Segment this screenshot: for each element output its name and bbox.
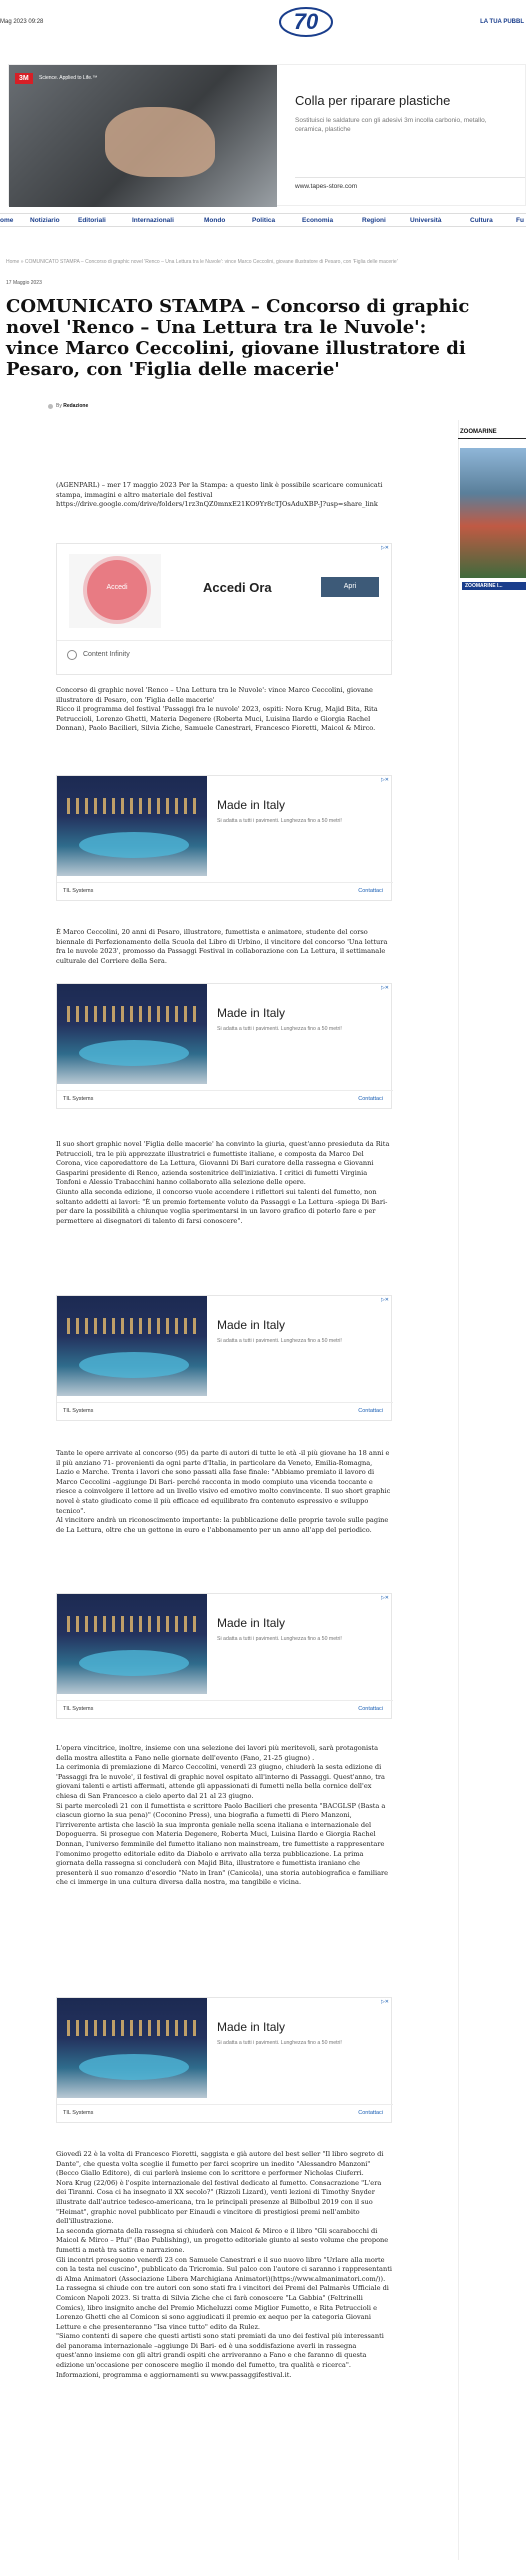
nav-item-fumetti[interactable]: Fu [516,217,524,224]
nav-item-economia[interactable]: Economia [302,217,334,224]
ad-description: Si adatta a tutti i pavimenti. Lunghezza fino a 50 metri! [217,818,342,824]
ad-photo [57,1594,207,1694]
nav-item-home[interactable]: ome [0,217,14,224]
top-bar [0,0,526,46]
nav-item-cultura[interactable]: Cultura [470,217,493,224]
logo-text: 70 [293,9,319,34]
article-paragraph-6: L'opera vincitrice, inoltre, insieme con una selezione dei lavori più meritevoli, sarà protagonista della mostra allestita a Fano nelle giornate dell'evento (Fano, 21-25 giugno) . La cerimonia di premiazione di Marco Ceccolini, venerdì 23 giugno, chiuderà la sesta edizione di 'Passaggi fra le nuvole', il festival di graphic novel ospitato all'interno di Passaggi. Quest'anno, tra giovani talenti e artisti affermati, attende gli appassionati di fumetti nella bella cornice dell'ex chiesa di San Francesco a cielo aperto dal 21 al 23 giugno. Si parte mercoledì 21 con il fumettista e scrittore Paolo Bacilieri che presenta "BACGLSP (Basta a ciascun giorno la sua pena)" (Coconino Press), una biografia a fumetti di Piero Manzoni, l'irriverente artista che lasciò la sua impronta geniale nella scena italiana e internazionale del Dopoguerra. Si prosegue con Materia Degenere, Roberta Muci, Luisina Ilardo e Giorgia Rachel Donnan, l'universo femminile del fumetto italiano non mainstream, tre fumettiste a rappresentare l'omonimo progetto editoriale edito da Diabolo e arrivato alla terza pubblicazione. La prima giornata della rassegna si concluderà con Majid Bita, illustratore e fumettista iraniano che presenterà il suo romanzo d'esordio "Nato in Iran" (Canicola), una storia autobiografica e familiare che ci immerge in una cultura diversa dalla nostra, ma tangibile e vicina. [56,1744,389,1887]
ad-description: Sostituisci le saldature con gli adesivi 3m incolla carbonio, metallo, ceramica, plastiche [295,117,487,133]
italy-ad-4[interactable] [56,1593,392,1719]
contattaci-button[interactable]: Contattaci [358,1096,383,1102]
sidebar-title-rule [458,438,526,439]
ad-title[interactable]: Colla per riparare plastiche [295,93,451,108]
ad-advertiser[interactable]: TIL Systems [63,888,94,894]
adchoices-icon[interactable]: ▷✕ [380,985,389,991]
byline-prefix: By [56,403,62,409]
contattaci-button[interactable]: Contattaci [358,1408,383,1414]
ad-advertiser[interactable]: TIL Systems [63,1706,94,1712]
ad-advertiser[interactable]: TIL Systems [63,1096,94,1102]
italy-ad-1[interactable] [56,775,392,901]
adchoices-icon[interactable]: ▷✕ [380,1595,389,1601]
agenparl-70-logo-icon[interactable] [276,4,336,40]
italy-ad-3[interactable] [56,1295,392,1421]
article-paragraph-2: Concorso di graphic novel 'Renco – Una Lettura tra le Nuvole': vince Marco Ceccolini, giovane illustratore di Pesaro, con 'Figlia delle macerie' Ricco il programma del festival 'Passaggi fra le nuvole' 2023, ospiti: Nora Krug, Majid Bita, Rita Petruccioli, Lorenzo Ghetti, Materia Degenere (Roberta Muci, Luisina Ilardo e Giorgia Rachel Donnan), Paolo Bacilieri, Silvia Ziche, Samuele Canestrari, Francesco Fioretti, Maicol & Mirco. [56,686,378,733]
breadcrumb[interactable]: Home » COMUNICATO STAMPA – Concorso di graphic novel 'Renco – Una Lettura tra le Nuvole': vince Marco Ceccolini, giovane illustratore di Pesaro, con 'Figlia delle macerie' [6,259,398,265]
nav-item-editoriali[interactable]: Editoriali [78,217,106,224]
contattaci-button[interactable]: Contattaci [358,1706,383,1712]
hand-image [105,107,215,177]
publish-date: 17 Maggio 2023 [6,280,42,286]
contattaci-button[interactable]: Contattaci [358,888,383,894]
article-paragraph-5: Tante le opere arrivate al concorso (95) da parte di autori di tutte le età -il più giovane ha 18 anni e il più anziano 71- provenienti da ogni parte d'Italia, in particolare da Veneto, Emilia-Romagna, Lazio e Marche. Trenta i lavori che sono passati alla fase finale: "Abbiamo premiato il lavoro di Marco Ceccolini –aggiunge Di Bari- perché racconta in modo compiuto una vicenda toccante e riesce a coinvolgere il lettore ad un livello visivo ed emotivo molto convincente. Il suo short graphic novel è stato giudicato come il più efficace ed equilibrato fra contenuto espressivo e sviluppo tecnico". Al vincitore andrà un riconoscimento importante: la pubblicazione delle proprie tavole sulle pagine de La Lettura, oltre che un gettone in euro e l'abbonamento per un anno all'app del periodico. [56,1449,391,1534]
top-banner-ad[interactable] [8,64,526,206]
ad-title[interactable]: Made in Italy [217,2020,286,2034]
author-avatar-icon [48,404,53,409]
nav-item-politica[interactable]: Politica [252,217,276,224]
article-paragraph-3: È Marco Ceccolini, 20 anni di Pesaro, illustratore, fumettista e animatore, studente del corso biennale di Perfezionamento della Scuola del Libro di Urbino, il vincitore del concorso 'Una lettura fra le nuvole 2023', promosso da Passaggi Festival in collaborazione con La Lettura, il settimanale culturale del Corriere della Sera. [56,928,388,965]
ad-url[interactable]: www.tapes-store.com [295,183,358,190]
ad-title[interactable]: Made in Italy [217,798,286,812]
accedi-ad-image [69,554,161,628]
sidebar-ad-image[interactable] [460,448,526,578]
nav-item-regioni[interactable]: Regioni [362,217,386,224]
ad-title[interactable]: Made in Italy [217,1006,286,1020]
nav-item-notiziario[interactable]: Notiziario [30,217,60,224]
ad-photo [57,984,207,1084]
advertise-link[interactable]: LA TUA PUBBL [480,19,524,25]
accedi-circle-label: Accedi [106,584,128,591]
italy-ad-5[interactable] [56,1997,392,2123]
accedi-ad-divider [57,640,393,641]
ad-photo [57,1296,207,1396]
ad-description: Si adatta a tutti i pavimenti. Lunghezza fino a 50 metri! [217,1026,342,1032]
ad-advertiser[interactable]: TIL Systems [63,2110,94,2116]
sidebar-title: ZOOMARINE [460,429,497,435]
italy-ad-2[interactable] [56,983,392,1109]
sidebar-divider [458,420,459,2560]
accedi-circle [87,560,147,620]
accedi-ad-advertiser[interactable]: Content Infinity [83,651,130,658]
ad-description: Si adatta a tutti i pavimenti. Lunghezza fino a 50 metri! [217,1636,342,1642]
apri-button[interactable]: Apri [321,577,379,597]
adchoices-icon[interactable]: ▷✕ [380,1297,389,1303]
author-link[interactable]: Redazione [63,403,89,409]
adchoices-icon[interactable]: ▷✕ [380,545,389,551]
ad-title[interactable]: Made in Italy [217,1318,286,1332]
accedi-ad[interactable] [56,543,392,675]
ad-photo [57,776,207,876]
nav-item-mondo[interactable]: Mondo [204,217,226,224]
ad-title[interactable]: Made in Italy [217,1616,286,1630]
contattaci-button[interactable]: Contattaci [358,2110,383,2116]
accedi-ad-title[interactable]: Accedi Ora [203,580,272,595]
ad-advertiser[interactable]: TIL Systems [63,1408,94,1414]
byline [56,403,88,409]
nav-item-universita[interactable]: Università [410,217,442,224]
page-title: COMUNICATO STAMPA – Concorso di graphic novel 'Renco – Una Lettura tra le Nuvole': vince Marco Ceccolini, giovane illustratore di Pesaro, con 'Figlia delle macerie' [6,296,470,380]
current-date: Mag 2023 09:28 [0,19,44,25]
article-paragraph-4: Il suo short graphic novel 'Figlia delle macerie' ha convinto la giuria, quest'anno presieduta da Rita Petruccioli, tra le più apprezzate illustratrici e fumettiste italiane, e composta da Marco Del Corona, vice caporedattore de La Lettura, Giovanni Di Bari curatore della rassegna e Giovanni Gasparini presidente di Renco, azienda sostenitrice dell'iniziativa. I critici di fumetti Virginia Tonfoni e Alessio Trabacchini hanno collaborato alla selezione delle opere. Giunto alla seconda edizione, il concorso vuole accendere i riflettori sui talenti del fumetto, non soltanto addetti ai lavori: "È un premio fortemente voluto da Passaggi e La Lettura -spiega Di Bari- per dare la possibilità a chiunque voglia sperimentarsi in un lavoro grafico di poterlo fare e per permettere ai disegnatori di talento di farsi conoscere". [56,1140,390,1225]
ad-description: Si adatta a tutti i pavimenti. Lunghezza fino a 50 metri! [217,2040,342,2046]
main-navigation [0,213,526,227]
ad-photo [57,1998,207,2098]
ad-divider [295,177,525,178]
ad-description: Si adatta a tutti i pavimenti. Lunghezza fino a 50 metri! [217,1338,342,1344]
article-paragraph-1: (AGENPARL) – mer 17 maggio 2023 Per la Stampa: a questo link è possibile scaricare comunicati stampa, immagini e altro materiale del festival https://drive.google.com/drive/folders/1rz3nQZ0mnxE21KO9Yr8cTJOsAduXBP-J?usp=share_link [56,481,383,509]
brand-tagline: Science. Applied to Life.™ [39,75,98,81]
nav-item-internazionali[interactable]: Internazionali [132,217,174,224]
sidebar-ad-badge[interactable]: ZOOMARINE I... [462,582,526,590]
adchoices-icon[interactable]: ▷✕ [380,1999,389,2005]
3m-logo-icon: 3M [15,73,33,84]
adchoices-icon[interactable]: ▷✕ [380,777,389,783]
content-infinity-icon [67,650,77,660]
ad-image [9,65,277,207]
article-paragraph-7: Giovedì 22 è la volta di Francesco Fioretti, saggista e già autore del best seller "Il libro segreto di Dante", che questa volta sceglie il fumetto per farci scoprire un inedito "Alessandro Manzoni" (Becco Giallo Editore), di cui parlerà insieme con lo scrittore e performer Nicholas Ciuferri. Nora Krug (22/06) è l'ospite internazionale del festival dedicato al fumetto. Consacrazione "L'era dei Tiranni. Cosa ci ha insegnato il XX secolo?" (Rizzoli Lizard), venti lezioni di Timothy Snyder illustrate dall'autrice tedesco-americana, tra le principali presenze al Bilbolbul 2019 con il suo "Heimat", graphic novel pubblicato per Einaudi e vincitore di prestigiosi premi nell'ambito dell'illustrazione. La seconda giornata della rassegna si chiuderà con Maicol & Mirco e il libro "Gli scarabocchi di Maicol & Mirco – Pfui" (Bao Publishing), un progetto editoriale giunto al sesto volume che propone fumetti a metà tra satira e narrazione. Gli incontri proseguono venerdì 23 con Samuele Canestrari e il suo nuovo libro "Urlare alla morte con la testa nel cuscino", pubblicato da Tricromia. Sul palco con l'autore ci saranno i rappresentanti di Alma Animatori (Associazione Libera Marchigiana Animatori)(https://www.almanimatori.com/)). La rassegna si chiude con tre autori con sono stati fra i vincitori dei Premi del Palmarès Ufficiale di Comicon Napoli 2023. Si tratta di Silvia Ziche che ci farà conoscere "La Gabbia" (Feltrinelli Comics), libro insignito anche del Premio Micheluzzi come Miglior Fumetto, e Rita Petruccioli e Lorenzo Ghetti che al Comicon si sono aggiudicati il premio ex aequo per la categoria Giovani Letture e che presenteranno "Isa vince tutto" edito da Rulez. "Siamo contenti di sapere che questi artisti sono stati premiati da uno dei festival più interessanti del panorama internazionale –aggiunge Di Bari- ed è una soddisfazione averli in rassegna quest'anno insieme con gli altri grandi ospiti che arriveranno a Fano e che faranno di questa edizione un'occasione per conoscere meglio il mondo del fumetto, tra qualità e ricerca". Informazioni, programma e aggiornamenti su www.passaggifestival.it. [56,2150,392,2379]
